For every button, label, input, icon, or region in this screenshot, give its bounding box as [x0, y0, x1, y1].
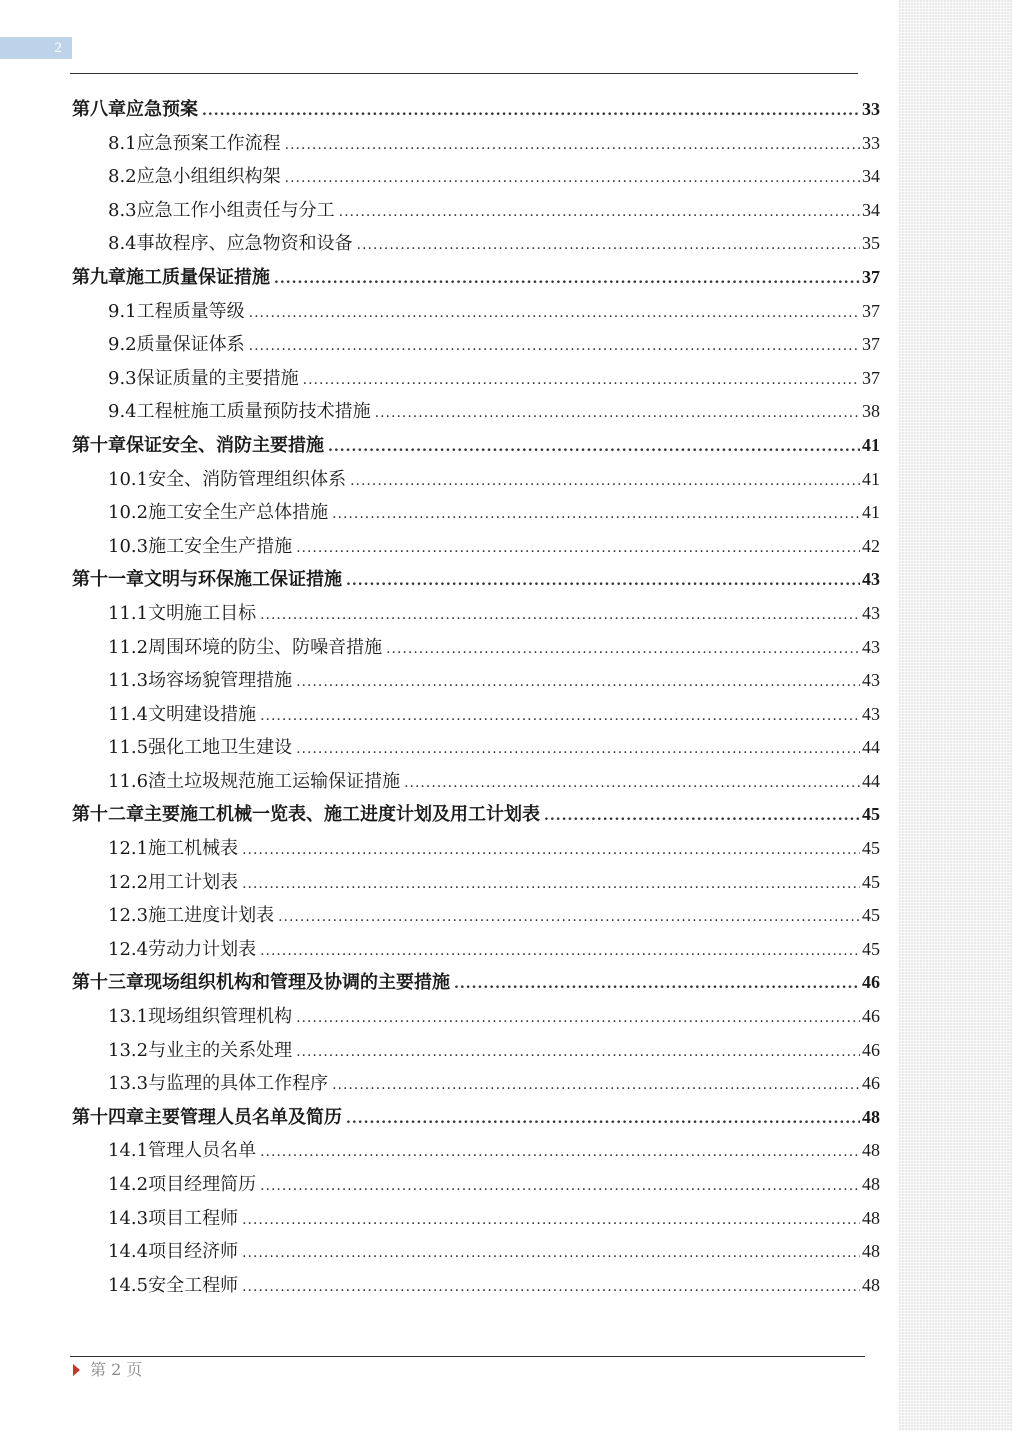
toc-entry-title: 安全、消防管理组织体系 — [148, 468, 347, 490]
toc-dot-leader — [249, 330, 860, 364]
toc-entry-title: 安全工程师 — [148, 1274, 239, 1296]
toc-entry-title: 文明建设措施 — [148, 703, 257, 725]
toc-section-entry[interactable] — [72, 899, 880, 933]
toc-entry-page: 46 — [862, 1073, 880, 1094]
toc-entry-number: 第十四章 — [72, 1106, 144, 1128]
toc-entry-number: 12.2 — [108, 871, 149, 893]
toc-entry-title: 文明施工目标 — [148, 602, 257, 624]
toc-entry-number: 11.1 — [108, 602, 149, 624]
toc-section-entry[interactable] — [72, 664, 880, 698]
toc-entry-number: 12.1 — [108, 838, 149, 860]
toc-dot-leader — [260, 599, 860, 633]
toc-entry-title: 主要管理人员名单及简历 — [144, 1106, 342, 1128]
toc-chapter-entry[interactable] — [72, 798, 880, 832]
toc-section-entry[interactable] — [72, 866, 880, 900]
toc-section-entry[interactable] — [72, 328, 880, 362]
toc-entry-number: 13.1 — [108, 1006, 149, 1028]
toc-section-entry[interactable] — [72, 731, 880, 765]
toc-dot-leader — [242, 1271, 860, 1305]
side-pattern-strip — [898, 0, 1012, 1431]
toc-entry-title: 项目工程师 — [148, 1207, 239, 1229]
toc-entry-title: 施工安全生产措施 — [148, 535, 293, 557]
toc-entry-number: 10.3 — [108, 535, 149, 557]
toc-entry-page: 42 — [862, 535, 880, 556]
toc-chapter-entry[interactable] — [72, 1101, 880, 1135]
page-footer — [73, 1358, 142, 1382]
toc-dot-leader — [339, 196, 860, 230]
toc-entry-title: 事故程序、应急物资和设备 — [136, 233, 353, 255]
toc-dot-leader — [296, 1002, 860, 1036]
footer-page-label: 第 2 页 — [90, 1360, 143, 1379]
table-of-contents — [72, 93, 880, 1302]
toc-entry-title: 施工进度计划表 — [148, 905, 275, 927]
footer-rule — [70, 1356, 865, 1357]
toc-entry-page: 33 — [862, 99, 880, 119]
toc-entry-number: 11.2 — [108, 636, 149, 658]
toc-entry-page: 45 — [862, 905, 880, 926]
toc-dot-leader — [202, 95, 860, 129]
toc-entry-title: 场容场貌管理措施 — [148, 670, 293, 692]
toc-section-entry[interactable] — [72, 1000, 880, 1034]
toc-entry-page: 48 — [862, 1106, 880, 1127]
toc-dot-leader — [278, 901, 860, 935]
toc-entry-page: 37 — [862, 300, 880, 321]
toc-dot-leader — [296, 666, 860, 700]
toc-entry-title: 工程桩施工质量预防技术措施 — [136, 401, 371, 423]
toc-section-entry[interactable] — [72, 227, 880, 261]
toc-entry-page: 45 — [862, 871, 880, 892]
toc-entry-title: 强化工地卫生建设 — [148, 737, 293, 759]
toc-entry-number: 9.3 — [108, 367, 137, 389]
toc-entry-number: 14.1 — [108, 1140, 149, 1162]
toc-entry-number: 12.4 — [108, 938, 149, 960]
toc-chapter-entry[interactable] — [72, 966, 880, 1000]
toc-section-entry[interactable] — [72, 395, 880, 429]
toc-dot-leader — [285, 162, 860, 196]
toc-entry-number: 14.2 — [108, 1174, 149, 1195]
toc-entry-number: 9.1 — [108, 300, 137, 322]
toc-entry-page: 37 — [862, 266, 880, 287]
header-rule — [70, 73, 858, 74]
toc-entry-title: 用工计划表 — [148, 871, 239, 893]
toc-entry-page: 43 — [862, 569, 880, 590]
toc-section-entry[interactable] — [72, 933, 880, 967]
toc-entry-number: 14.4 — [108, 1241, 149, 1263]
toc-entry-page: 43 — [862, 670, 880, 691]
toc-dot-leader — [454, 968, 860, 1002]
toc-chapter-entry[interactable] — [72, 429, 880, 463]
toc-entry-number: 第八章 — [72, 99, 126, 120]
toc-entry-page: 46 — [862, 972, 880, 993]
toc-entry-page: 41 — [862, 434, 880, 455]
toc-dot-leader — [260, 935, 860, 969]
toc-entry-page: 46 — [862, 1006, 880, 1027]
toc-entry-number: 第十一章 — [72, 569, 144, 591]
toc-dot-leader — [386, 633, 860, 667]
toc-entry-page: 48 — [862, 1207, 880, 1228]
toc-dot-leader — [544, 800, 860, 834]
toc-dot-leader — [296, 532, 860, 566]
toc-entry-page: 48 — [862, 1140, 880, 1161]
toc-entry-title: 与业主的关系处理 — [148, 1039, 293, 1061]
toc-entry-number: 11.3 — [108, 670, 149, 692]
toc-dot-leader — [328, 431, 860, 465]
toc-entry-number: 第十章 — [72, 434, 126, 456]
toc-entry-page: 48 — [862, 1174, 880, 1194]
toc-entry-number: 8.4 — [108, 233, 137, 255]
toc-section-entry[interactable] — [72, 295, 880, 329]
toc-section-entry[interactable] — [72, 463, 880, 497]
toc-chapter-entry[interactable] — [72, 93, 880, 127]
toc-dot-leader — [332, 1069, 860, 1103]
toc-entry-number: 9.4 — [108, 401, 137, 423]
toc-entry-number: 14.3 — [108, 1207, 149, 1229]
toc-dot-leader — [346, 565, 860, 599]
toc-entry-number: 11.5 — [108, 737, 149, 759]
toc-entry-page: 45 — [862, 804, 880, 825]
toc-entry-page: 41 — [862, 502, 880, 523]
toc-dot-leader — [346, 1103, 860, 1137]
toc-entry-number: 13.2 — [108, 1039, 149, 1061]
toc-entry-title: 劳动力计划表 — [148, 938, 257, 960]
toc-section-entry[interactable] — [72, 698, 880, 732]
toc-entry-number: 第九章 — [72, 266, 126, 288]
toc-dot-leader — [296, 733, 860, 767]
toc-entry-number: 11.6 — [108, 770, 149, 792]
toc-entry-title: 施工机械表 — [148, 838, 239, 860]
toc-entry-page: 45 — [862, 838, 880, 859]
toc-dot-leader — [296, 1036, 860, 1070]
toc-entry-page: 35 — [862, 233, 880, 254]
toc-entry-title: 现场组织管理机构 — [148, 1006, 293, 1028]
toc-section-entry[interactable] — [72, 362, 880, 396]
toc-section-entry[interactable] — [72, 597, 880, 631]
toc-entry-title: 与监理的具体工作程序 — [148, 1073, 329, 1095]
toc-entry-page: 45 — [862, 938, 880, 959]
toc-entry-title: 施工安全生产总体措施 — [148, 502, 329, 524]
toc-section-entry[interactable] — [72, 1067, 880, 1101]
toc-chapter-entry[interactable] — [72, 563, 880, 597]
toc-entry-number: 第十二章 — [72, 804, 144, 826]
toc-section-entry[interactable] — [72, 1235, 880, 1269]
toc-entry-title: 应急预案工作流程 — [136, 132, 281, 154]
toc-entry-title: 应急小组组织构架 — [136, 166, 281, 188]
toc-section-entry[interactable] — [72, 765, 880, 799]
toc-entry-page: 34 — [862, 199, 880, 220]
toc-entry-number: 第十三章 — [72, 972, 144, 994]
toc-entry-page: 46 — [862, 1039, 880, 1060]
toc-section-entry[interactable] — [72, 832, 880, 866]
toc-section-entry[interactable] — [72, 1202, 880, 1236]
toc-entry-number: 8.3 — [108, 199, 137, 221]
toc-dot-leader — [249, 297, 860, 331]
toc-section-entry[interactable] — [72, 1134, 880, 1168]
toc-section-entry[interactable] — [72, 496, 880, 530]
toc-entry-title: 文明与环保施工保证措施 — [144, 569, 342, 591]
toc-entry-title: 应急工作小组责任与分工 — [136, 199, 335, 221]
toc-entry-page: 37 — [862, 367, 880, 388]
toc-chapter-entry[interactable] — [72, 261, 880, 295]
toc-entry-page: 33 — [862, 132, 880, 153]
toc-dot-leader — [242, 868, 860, 902]
toc-entry-page: 34 — [862, 166, 880, 187]
toc-entry-number: 14.5 — [108, 1274, 149, 1296]
toc-entry-title: 渣土垃圾规范施工运输保证措施 — [148, 770, 401, 792]
toc-dot-leader — [260, 1170, 860, 1204]
page-number-tab: 2 — [0, 37, 72, 59]
toc-dot-leader — [285, 129, 860, 163]
toc-entry-number: 8.1 — [108, 132, 137, 154]
toc-dot-leader — [260, 1136, 860, 1170]
toc-entry-title: 保证质量的主要措施 — [136, 367, 299, 389]
toc-entry-page: 48 — [862, 1241, 880, 1262]
toc-entry-title: 保证安全、消防主要措施 — [126, 434, 324, 456]
toc-dot-leader — [242, 1204, 860, 1238]
toc-entry-title: 项目经济师 — [148, 1241, 239, 1263]
toc-dot-leader — [274, 263, 860, 297]
toc-dot-leader — [303, 364, 860, 398]
toc-dot-leader — [260, 700, 860, 734]
toc-entry-title: 质量保证体系 — [136, 334, 245, 356]
toc-entry-page: 43 — [862, 602, 880, 623]
toc-section-entry[interactable] — [72, 1034, 880, 1068]
toc-entry-number: 9.2 — [108, 334, 137, 356]
toc-entry-number: 13.3 — [108, 1073, 149, 1095]
toc-entry-title: 应急预案 — [126, 99, 198, 120]
toc-entry-title: 工程质量等级 — [136, 300, 245, 322]
toc-entry-page: 37 — [862, 334, 880, 355]
toc-dot-leader — [242, 1237, 860, 1271]
toc-dot-leader — [332, 498, 860, 532]
toc-section-entry[interactable] — [72, 1269, 880, 1303]
toc-entry-title: 现场组织机构和管理及协调的主要措施 — [144, 972, 450, 994]
toc-entry-number: 12.3 — [108, 905, 149, 927]
toc-entry-number: 8.2 — [108, 166, 137, 188]
toc-entry-page: 44 — [862, 737, 880, 758]
toc-entry-page: 41 — [862, 468, 880, 489]
toc-entry-number: 10.2 — [108, 502, 149, 524]
triangle-marker-icon — [73, 1364, 80, 1376]
toc-section-entry[interactable] — [72, 530, 880, 564]
toc-entry-title: 主要施工机械一览表、施工进度计划及用工计划表 — [144, 804, 540, 826]
toc-entry-title: 管理人员名单 — [148, 1140, 257, 1162]
toc-entry-title: 施工质量保证措施 — [126, 266, 270, 288]
toc-entry-number: 10.1 — [108, 468, 149, 490]
toc-section-entry[interactable] — [72, 127, 880, 161]
toc-dot-leader — [350, 465, 860, 499]
toc-section-entry[interactable] — [72, 194, 880, 228]
toc-dot-leader — [357, 229, 860, 263]
toc-entry-page: 38 — [862, 401, 880, 422]
toc-section-entry[interactable] — [72, 160, 880, 194]
toc-entry-page: 43 — [862, 636, 880, 657]
toc-entry-page: 48 — [862, 1274, 880, 1295]
toc-dot-leader — [242, 834, 860, 868]
toc-dot-leader — [375, 397, 860, 431]
toc-entry-title: 项目经理简历 — [148, 1174, 257, 1195]
toc-entry-number: 11.4 — [108, 703, 149, 725]
toc-entry-title: 周围环境的防尘、防噪音措施 — [148, 636, 383, 658]
toc-entry-page: 43 — [862, 703, 880, 724]
toc-section-entry[interactable] — [72, 631, 880, 665]
toc-dot-leader — [404, 767, 860, 801]
toc-section-entry[interactable] — [72, 1168, 880, 1202]
toc-entry-page: 44 — [862, 770, 880, 791]
